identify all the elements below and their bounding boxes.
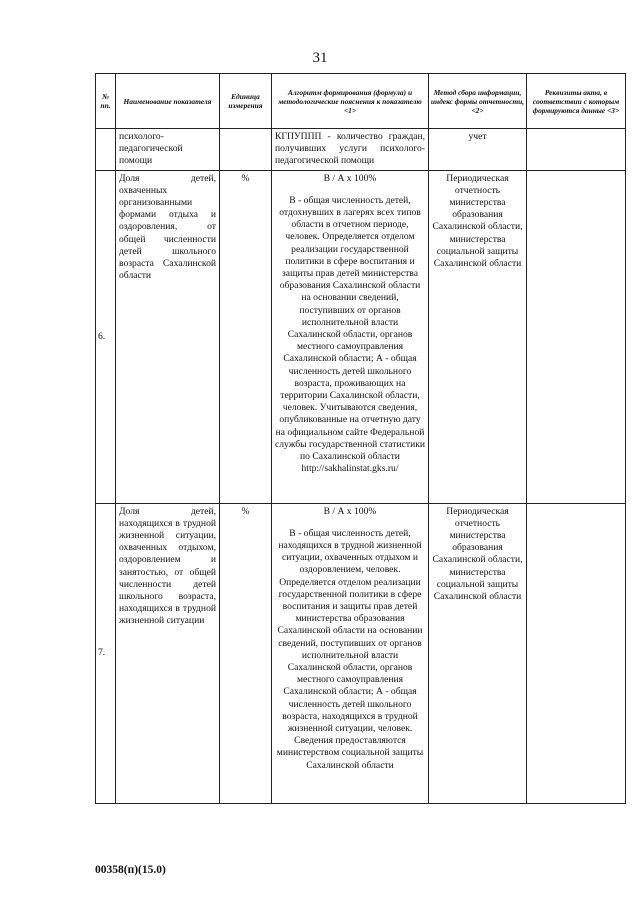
row-formula: В / А х 100% (323, 172, 377, 184)
row-requisites (527, 129, 626, 171)
row-name: Доля детей, находящихся в трудной жизненной ситуации, охваченных отдыхом, оздоровлением и занятостью, от общей численности детей школьного возраста, находящихся в трудной жизненной ситуации (116, 503, 220, 803)
header-method: Метод сбора информации, индекс формы отчетности, <2> (429, 74, 527, 129)
row-method: Периодическая отчетность министерства образования Сахалинской области, министерства социальной защиты Сахалинской области (429, 170, 527, 503)
header-num: № пп. (96, 74, 116, 129)
table-row (96, 129, 626, 171)
table-row (96, 170, 626, 503)
row-name: психолого-педагогической помощи (116, 129, 220, 171)
row-algorithm: КГПУППП - количество граждан, получивших услуги психолого-педагогической помощи (272, 129, 429, 171)
header-unit: Единица измерения (220, 74, 272, 129)
row-unit (220, 129, 272, 171)
row-formula: В / А х 100% (323, 505, 377, 517)
row-algorithm: В - общая численность детей, находящихся в трудной жизненной ситуации, охваченных отдыхом и оздоровлением, человек. Определяется отделом реализации государственной политики в сфере воспитания и защиты прав детей министерства образования Сахалинской области на основании сведений, поступивших от органов исполнительной власти Сахалинской области, органов местного самоуправления Сахалинской области; А - общая численность детей школьного возраста, находящихся в трудной жизненной ситуации, человек. Сведения предоставляются министерством социальной защиты Сахалинской области (276, 527, 424, 771)
row-method: учет (429, 129, 527, 171)
row-algorithm: В - общая численность детей, отдохнувших в лагерях всех типов области в отчетном периоде, человек. Определяется отделом реализации государственной политики в сфере воспитания и защиты прав детей министерства образования Сахалинской области на основании сведений, поступивших от органов исполнительной власти Сахалинской области, органов местного самоуправления Сахалинской области; А - общая численность детей школьного возраста, проживающих на территории Сахалинской области, человек. Учитываются сведения, опубликованные на отчетную дату на официальном сайте Федеральной службы государственной статистики по Сахалинской области http://sakhalinstat.gks.ru/ (275, 194, 425, 475)
header-requisites: Реквизиты акта, в соответствии с которым формируются данные <3> (527, 74, 626, 129)
row-num: 7. (96, 503, 116, 803)
row-algorithm-cell (272, 170, 429, 503)
row-num: 6. (96, 170, 116, 503)
row-algorithm-cell (272, 503, 429, 803)
row-unit: % (220, 170, 272, 503)
table-header-row (96, 74, 626, 129)
row-name: Доля детей, охваченных организованными формами отдыха и оздоровления, от общей численности детей школьного возраста Сахалинской области (116, 170, 220, 503)
table-row (96, 503, 626, 803)
row-unit: % (220, 503, 272, 803)
document-code: 00358(п)(15.0) (95, 864, 166, 876)
row-num (96, 129, 116, 171)
page-number: 31 (312, 50, 328, 66)
row-method: Периодическая отчетность министерства образования Сахалинской области, министерства социальной защиты Сахалинской области (429, 503, 527, 803)
header-algorithm: Алгоритм формирования (формула) и методологические пояснения к показателю <1> (272, 74, 429, 129)
header-name: Наименование показателя (116, 74, 220, 129)
row-requisites (527, 503, 626, 803)
indicator-table (95, 73, 626, 804)
row-requisites (527, 170, 626, 503)
